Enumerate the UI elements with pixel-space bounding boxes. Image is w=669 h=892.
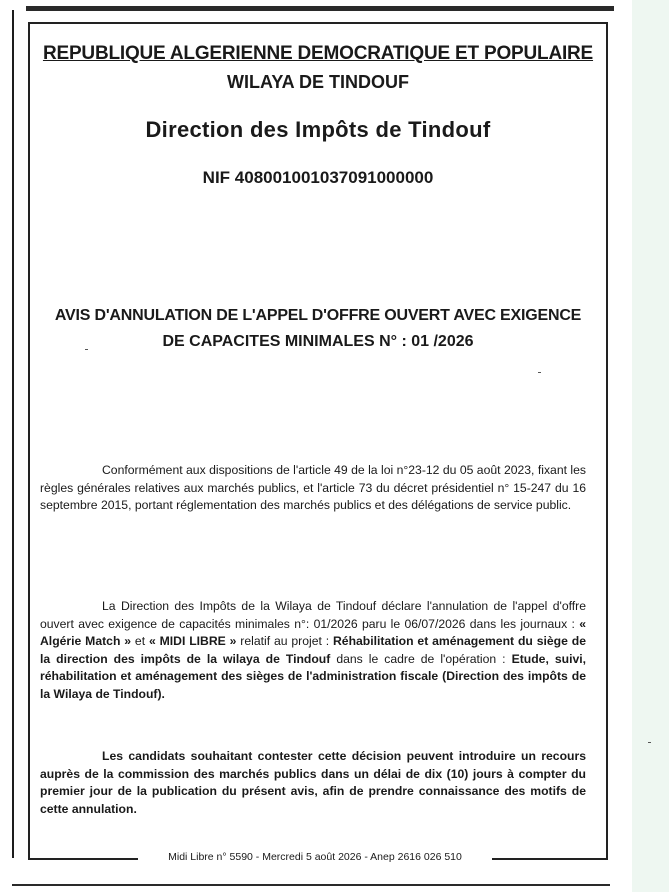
frame-bottom-left [28,858,138,860]
adjacent-column-rule [12,10,14,858]
top-rule [26,6,614,11]
direction-heading: Direction des Impôts de Tindouf [145,117,491,142]
republic-heading: REPUBLIQUE ALGERIENNE DEMOCRATIQUE ET POPULAIRE [42,43,594,64]
notice-title-line-2: DE CAPACITES MINIMALES N° : 01 /2026 [162,333,474,350]
scan-speck [538,372,541,373]
cancellation-paragraph: La Direction des Impôts de la Wilaya de Tindouf déclare l'annulation de l'appel d'offre ouvert avec exigence de capacités minimales n°: 01/2026 paru le 06/07/2026 dans les journaux : « Algérie Match » et « MIDI LIBRE » relatif au projet : Réhabilitation et aménagement du siège de la direction des impôts de la wilaya de Tindouf dans le cadre de l'opération : Etude, suivi, réhabilitation et aménagement des sièges de l'administration fiscale (Direction des impôts de la Wilaya de Tindouf). [40,599,587,701]
wilaya-heading: WILAYA DE TINDOUF [226,72,409,92]
nif-number: NIF 408001001037091000000 [202,168,434,187]
bottom-rule [12,884,610,886]
publication-footer: Midi Libre n° 5590 - Mercredi 5 août 2026 - Anep 2616 026 510 [168,851,462,863]
frame-bottom-right [492,858,606,860]
notice-title-line-1: AVIS D'ANNULATION DE L'APPEL D'OFFRE OUVERT AVEC EXIGENCE [54,307,582,324]
legal-basis-paragraph: Conformément aux dispositions de l'article 49 de la loi n°23-12 du 05 août 2023, fixant les règles générales relatives aux marchés publics, et l'article 73 du décret présidentiel n° 15-247 du 16 septembre 2015, portant réglementation des marchés publics et des délégations de service public. [40,463,586,512]
notice-frame [28,22,608,860]
scan-speck [648,742,651,743]
appeal-paragraph: Les candidats souhaitant contester cette décision peuvent introduire un recours auprès de la commission des marchés publics dans un délai de dix (10) jours à compter du premier jour de la publication du présent avis, afin de prendre connaissance des motifs de cette annulation. [40,749,586,816]
page-margin-strip [632,0,669,892]
scan-speck [85,349,88,350]
